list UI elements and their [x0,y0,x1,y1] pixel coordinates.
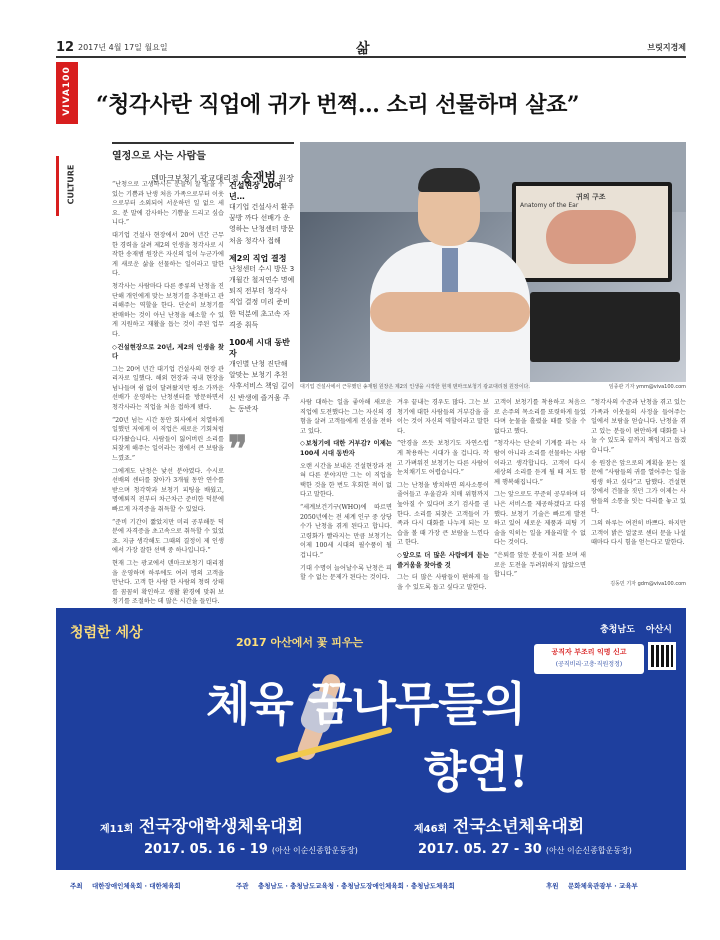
notice-subtitle: (공직비리·고충·직원정정) [555,661,623,668]
paragraph: 오랜 시간을 보내온 건설현장과 전혀 다른 분야지만 그는 이 직업을 택한 것을 한 번도 후회한 적이 없다고 말한다. [300,462,392,499]
photo-monitor [512,182,672,282]
category-label: CULTURE [66,164,76,205]
photo-credit: 임종관 기자 ymm@viva100.com [608,384,686,390]
career-title: 건설현장 20여년… [229,181,282,201]
report-notice[interactable] [534,644,644,674]
issue-date: 2017년 4월 17일 월요일 [78,43,168,52]
ad-footer [56,870,686,900]
career-title: 100세 시대 동반자 [229,338,290,359]
support-orgs: 문화체육관광부 · 교육부 [568,882,638,890]
notice-title: 공직자 부조리 익명 신고 [551,648,627,656]
article-column-4 [494,398,586,588]
paragraph: 송 원장은 앞으로의 계획을 묻는 질문에 “사람들의 귀를 열어주는 일을 평생 하고 싶다”고 답했다. 건설현장에서 건물을 짓던 그가 이제는 사람들의 소통을 잇는 다리를 놓고 있다. [591,459,686,515]
paragraph: “난청으로 고생하시는 분들이 잘 들을 수 있는 기쁨과 난생 처음 가족으로부터 이웃으로부터 소외되어 서운하던 일 없으 세요. 분 말에 감사하는 기쁨을 드리고 싶습니다.” [112,181,224,227]
paragraph: 기대 수명이 늘어날수록 난청은 피할 수 없는 문제가 된다는 것이다. [300,564,392,582]
event-2-number: 제46회 [414,824,448,835]
event-2 [414,812,584,837]
career-block [229,253,295,331]
paragraph: 그에게도 난청은 낯선 분야였다. 수시로 선배의 센터를 찾아가 3개월 동안 연수를 받으며 청각학과 보청기 피팅을 배웠고, 명예퇴직 전부터 차근차근 준비한 덕분에 빠르게 자격증을 취득할 수 있었다. [112,467,224,513]
article-column-2 [300,398,392,588]
article-column-3 [397,398,489,591]
paragraph: “준비 기간이 짧았지만 미리 공부해둔 덕분에 자격증을 초고속으로 취득할 수 있었죠. 지금 생각해도 그때의 결정이 제 인생에서 가장 잘한 선택 중 하나입니다.” [112,518,224,555]
paragraph: 그는 난청을 방치하면 의사소통이 줄어들고 우울감과 치매 위험까지 높아질 수 있다며 조기 검사를 권한다. 소리를 되찾은 고객들이 가족과 다시 대화를 나누게 되는 모습을 볼 때 가장 큰 보람을 느낀다고 한다. [397,481,489,547]
paragraph: 그는 앞으로도 꾸준히 공부하며 더 나은 서비스를 제공하겠다고 다짐했다. 보청기 기술은 빠르게 발전하고 있어 새로운 제품과 피팅 기술을 익히는 일을 게을리할 수 없다는 것이다. [494,491,586,547]
event-2-date [418,842,632,857]
paragraph: 고객이 보청기를 착용하고 처음으로 손주의 목소리를 또렷하게 들었다며 눈물을 흘렸을 때를 잊을 수 없다고 했다. [494,399,586,435]
paragraph: “청각사의 수준과 난청을 겪고 있는 가족과 이웃들의 사정을 들어주는 일에서 보람을 얻습니다. 난청을 겪고 있는 분들이 편안하게 대화를 나눌 수 있도록 끝까지 책임지고 돕겠습니다.” [591,399,686,454]
paragraph: “세계보건기구(WHO)에 따르면 2050년에는 전 세계 인구 중 상당수가 난청을 겪게 된다고 합니다. 고령화가 빨라지는 만큼 보청기는 이제 100세 시대의 필수품이 될 겁니다.” [300,503,392,559]
article-headline: “청각사란 직업에 귀가 번쩍… 소리 선물하며 살죠” [96,92,580,118]
brand-tab [56,62,78,124]
subheading: ◇보청기에 대한 거부감? 이제는 100세 시대 동반자 [300,439,392,457]
paragraph: 대기업 건설사 현장에서 20여 년간 근무한 경력을 살려 제2의 인생을 청각사로 시작한 송재범 원장은 자신의 일이 누군가에게 새로운 삶을 선물하는 일이라고 말한다. [112,231,224,278]
career-summary [229,180,295,421]
article-credit: 김동민 기자 gdm@viva100.com [610,581,686,587]
photo-laptop [530,292,680,362]
paragraph: 겨우 끝내는 경우도 많다. 그는 보청기에 대한 사람들의 거부감을 줄이는 것이 자신의 역할이라고 말한다. [397,399,489,435]
event-2-name: 전국소년체육대회 [452,817,585,837]
paragraph: 그의 하루는 여전히 바쁘다. 하지만 고객이 밝은 얼굴로 센터 문을 나설 때마다 다시 힘을 얻는다고 말한다. [591,520,686,547]
page-number: 12 [56,40,75,55]
series-box [112,142,294,185]
byline-name: 송재범 [241,170,276,184]
event-2-date-text: 2017. 05. 27 - 30 [418,842,542,857]
organizer-orgs: 충청남도 · 충청남도교육청 · 충청남도장애인체육회 · 충청남도체육회 [258,882,455,890]
organizer-label: 주관 [236,882,249,890]
series-title: 열정으로 사는 사람들 [112,151,206,162]
ad-subtitle: 2017 아산에서 꽃 피우는 [236,636,364,649]
career-block [229,337,295,415]
logo-asan: 아산시 [645,625,672,635]
event-1-venue: (아산 이순신종합운동장) [271,846,358,855]
monitor-screen [516,186,668,278]
article-photo [300,142,686,382]
brand-label: VIVA100 [62,66,72,116]
paragraph: “20년 넘는 시간 동안 회사에서 치열하게 일했던 저에게 이 직업은 새로운 기회처럼 다가왔습니다. 사람들이 잃어버린 소리를 되찾게 해주는 일이라는 점에서 큰 보람을 느꼈죠.” [112,416,224,463]
support-label: 후원 [546,882,559,890]
event-1-number: 제11회 [100,824,134,835]
ad-slogan: 청렴한 세상 [70,625,143,641]
paragraph: “안경을 쓰듯 보청기도 자연스럽게 착용하는 시대가 올 겁니다. 작고 가벼워진 보청기는 다른 사람이 눈치채기도 어렵습니다.” [397,440,489,477]
paragraph: “은퇴를 앞둔 분들이 저를 보며 새로운 도전을 두려워하지 않았으면 합니다.” [494,551,586,579]
section-sidebar [56,62,78,214]
event-1-date-text: 2017. 05. 16 - 19 [144,842,268,857]
article-column-1 [112,180,224,606]
screen-subtitle: Anatomy of the Ear [520,202,579,209]
caption-text: 대기업 건설사에서 근무했던 송재범 원장은 제2의 인생을 시작한 현재 덴마크보청기 광교대리점 원장이다. [300,384,530,390]
article-column-5 [591,398,686,578]
screen-title: 귀의 구조 [576,193,606,201]
paragraph: 사람 대하는 일을 좋아해 새로운 직업에 도전했다는 그는 자신의 경험을 살려 고객들에게 진심을 전하고 있다. [300,399,392,435]
career-text: 난청센터 수시 방문 3개월간 철저연수 명예퇴직 전부터 청각사 직업 결정 미리 준비한 덕분에 초고속 자격증 취득 [229,264,295,329]
ad-headline-2: 향연! [424,747,529,798]
newspaper-name: 브릿지경제 [647,43,686,52]
person-hands [370,292,530,332]
event-1-name: 전국장애학생체육대회 [138,817,304,837]
photo-person [370,172,530,382]
event-2-venue: (아산 이순신종합운동장) [545,846,632,855]
event-1-date [144,842,358,857]
career-block [229,180,295,247]
paragraph: 청각사는 사람마다 다른 종류의 난청을 진단해 개인에게 맞는 보청기를 추천하고 관리해주는 역할을 한다. 단순히 보청기를 판매하는 것이 아닌 난청을 해소할 수 있게 지원하고 재활을 돕는 것이 주된 업무다. [112,282,224,338]
byline-org: 덴마크보청기 광교대리점 [151,174,239,183]
advertisement[interactable] [56,608,686,900]
paragraph: 그는 더 많은 사람들이 편하게 들을 수 있도록 돕고 싶다고 말한다. [397,574,489,591]
qr-code-icon[interactable] [648,642,676,670]
paragraph: “청각사는 단순히 기계를 파는 사람이 아니라 소리를 선물하는 사람이라고 생각합니다. 고객이 다시 세상의 소리를 듣게 될 때 저도 함께 행복해집니다.” [494,440,586,486]
paragraph: 그는 20여 년간 대기업 건설사의 현장 관리자로 일했다. 해외 현장과 국내 현장을 넘나들며 쉼 없이 달려왔지만 평소 가까운 선배가 운영하는 난청센터를 방문하면서 청각사라는 직업을 처음 접하게 됐다. [112,365,224,412]
logo-chungnam: 충청남도 [599,625,635,635]
event-1 [100,812,303,837]
person-hair [418,168,480,192]
subheading: ◇앞으로 더 많은 사람에게 듣는 즐거움을 찾아줄 것 [397,550,489,569]
category-tab [56,156,78,216]
ad-headline-1: 체육 꿈나무들의 [206,677,526,731]
subheading: ◇건설현장으로 20년, 제2의 인생을 찾다 [112,342,224,361]
career-text: 대기업 건설사서 환주꿈방 까다 선배가 운영하는 난청센터 방문 처음 청각사 접해 [229,203,295,245]
career-text: 개인별 난청 진단해 알맞는 보청기 추천 사후서비스 책임 길이신 반생에 즐거움 주는 동반자 [229,360,295,413]
host-label: 주최 [70,882,83,890]
section-title: 삶 [356,41,370,57]
photo-caption [300,383,686,393]
ad-sponsor-logos [592,622,672,635]
byline-role: 원장 [278,174,294,183]
host-orgs: 대한장애인체육회 · 대한체육회 [92,882,181,890]
paragraph: 현재 그는 광교에서 덴마크보청기 대리점을 운영하며 하루에도 여러 명의 고객을 만난다. 고객 한 사람 한 사람의 청력 상태를 꼼꼼히 확인하고 생활 환경에 맞춰 보청기를 조절하는 데 많은 시간을 들인다. [112,559,224,606]
quote-mark-icon: ❞ [228,428,248,470]
ear-diagram [546,210,636,264]
page-header [56,30,686,58]
career-title: 제2의 직업 결정 [229,253,287,263]
